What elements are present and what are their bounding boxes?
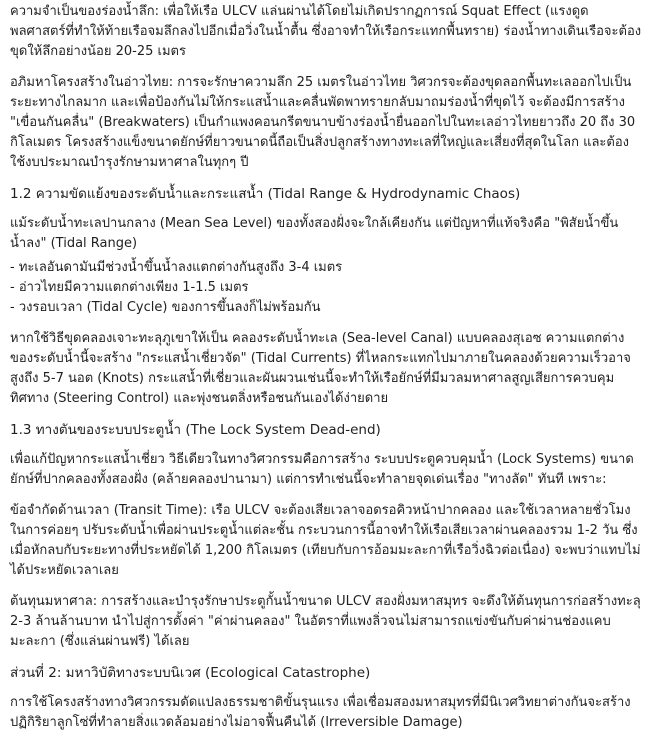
paragraph-deep-channel: ความจำเป็นของร่องน้ำลึก: เพื่อให้เรือ ULCV แล่นผ่านได้โดยไม่เกิดปรากฏการณ์ Squat Effect (แรงดูดพลศาสตร์ที่ทำให้ท้ายเรือจมลึกลงไปอีกเมื่อวิ่งในน้ำตื้น ซึ่งอาจทำให้เรือกระแทกพื้นทราย) ร่องน้ำทางเดินเรือจะต้องขุดให้ลึกอย่างน้อย 20-25 เมตร xyxy=(10,4,642,59)
paragraph-transit-time: ข้อจำกัดด้านเวลา (Transit Time): เรือ ULCV จะต้องเสียเวลาจอดรอคิวหน้าปากคลอง และใช้เวลาหลายชั่วโมงในการค่อยๆ ปรับระดับน้ำเพื่อผ่านประตูน้ำแต่ละชั้น กระบวนการนี้อาจทำให้เรือเสียเวลาผ่านคลองรวม 1-2 วัน ซึ่งเมื่อหักลบกับระยะทางที่ประหยัดได้ 1,200 กิโลเมตร (เทียบกับการอ้อมมะละกาที่เรือวิ่งฉิวต่อเนื่อง) จะพบว่าแทบไม่ได้ประหยัดเวลาเลย xyxy=(10,503,641,578)
paragraph-lock-intro: เพื่อแก้ปัญหากระแสน้ำเชี่ยว วิธีเดียวในทางวิศวกรรมคือการสร้าง ระบบประตูควบคุมน้ำ (Lock Systems) ขนาดยักษ์ที่ปากคลองทั้งสองฝั่ง (คล้ายคลองปานามา) แต่การทำเช่นนี้จะทำลายจุดเด่นเรื่อง "ทางลัด" ทันที เพราะ: xyxy=(10,452,634,487)
paragraph-sea-level-canal: หากใช้วิธีขุดคลองเจาะทะลุภูเขาให้เป็น คลองระดับน้ำทะเล (Sea-level Canal) แบบคลองสุเอซ ความแตกต่างของระดับน้ำนี้จะสร้าง "กระแสน้ำเชี่ยวจัด" (Tidal Currents) ที่ไหลกระแทกไปมาภายในคลองด้วยความเร็วอาจสูงถึง 5-7 นอต (Knots) กระแสน้ำที่เชี่ยวและผันผวนเช่นนี้จะทำให้เรือยักษ์ที่มีมวลมหาศาลสูญเสียการควบคุมทิศทาง (Steering Control) และพุ่งชนตลิ่งหรือชนกันเองได้ง่ายดาย xyxy=(10,331,631,406)
paragraph-ecological-intro: การใช้โครงสร้างทางวิศวกรรมดัดแปลงธรรมชาติขั้นรุนแรง เพื่อเชื่อมสองมหาสมุทรที่มีนิเวศวิทยาต่างกันจะสร้างปฏิกิริยาลูกโซ่ที่ทำลายสิ่งแวดล้อมอย่างไม่อาจฟื้นคืนได้ (Irreversible Damage) xyxy=(10,695,631,730)
heading-ecological: ส่วนที่ 2: มหาวิบัติทางระบบนิเวศ (Ecological Catastrophe) xyxy=(10,665,371,681)
list-item: - วงรอบเวลา (Tidal Cycle) ของการขึ้นลงก็ไม่พร้อมกัน xyxy=(10,300,321,315)
tidal-list xyxy=(10,258,643,318)
list-item: - อ่าวไทยมีความแตกต่างเพียง 1-1.5 เมตร xyxy=(10,280,249,295)
heading-tidal-range: 1.2 ความขัดแย้งของระดับน้ำและกระแสน้ำ (Tidal Range & Hydrodynamic Chaos) xyxy=(10,186,521,202)
paragraph-cost: ต้นทุนมหาศาล: การสร้างและบำรุงรักษาประตูกั้นน้ำขนาด ULCV สองฝั่งมหาสมุทร จะดึงให้ต้นทุนการก่อสร้างทะลุ 2-3 ล้านล้านบาท นำไปสู่การตั้งค่า "ค่าผ่านคลอง" ในอัตราที่แพงลิ่วจนไม่สามารถแข่งขันกับค่าผ่านช่องแคบมะละกา (ซึ่งแล่นผ่านฟรี) ได้เลย xyxy=(10,594,641,649)
paragraph-tidal-intro: แม้ระดับน้ำทะเลปานกลาง (Mean Sea Level) ของทั้งสองฝั่งจะใกล้เคียงกัน แต่ปัญหาที่แท้จริงคือ "พิสัยน้ำขึ้นน้ำลง" (Tidal Range) xyxy=(10,216,619,251)
paragraph-gulf-megastructure: อภิมหาโครงสร้างในอ่าวไทย: การจะรักษาความลึก 25 เมตรในอ่าวไทย วิศวกรจะต้องขุดลอกพื้นทะเลออกไปเป็นระยะทางไกลมาก และเพื่อป้องกันไม่ให้กระแสน้ำและคลื่นพัดพาทรายกลับมาถมร่องน้ำที่ขุดไว้ จะต้องมีการสร้าง "เขื่อนกันคลื่น" (Breakwaters) เป็นกำแพงคอนกรีตขนาบข้างร่องน้ำยื่นออกไปในทะเลอ่าวไทยยาวถึง 20 ถึง 30 กิโลเมตร โครงสร้างแข็งขนาดยักษ์ที่ยาวขนาดนี้ถือเป็นสิ่งปลูกสร้างทางทะเลที่ใหญ่และเสี่ยงที่สุดในโลก และต้องใช้งบประมาณบำรุงรักษามหาศาลในทุกๆ ปี xyxy=(10,75,636,170)
heading-lock-system: 1.3 ทางตันของระบบประตูน้ำ (The Lock System Dead-end) xyxy=(10,422,381,438)
list-item: - ทะเลอันดามันมีช่วงน้ำขึ้นน้ำลงแตกต่างกันสูงถึง 3-4 เมตร xyxy=(10,260,343,275)
